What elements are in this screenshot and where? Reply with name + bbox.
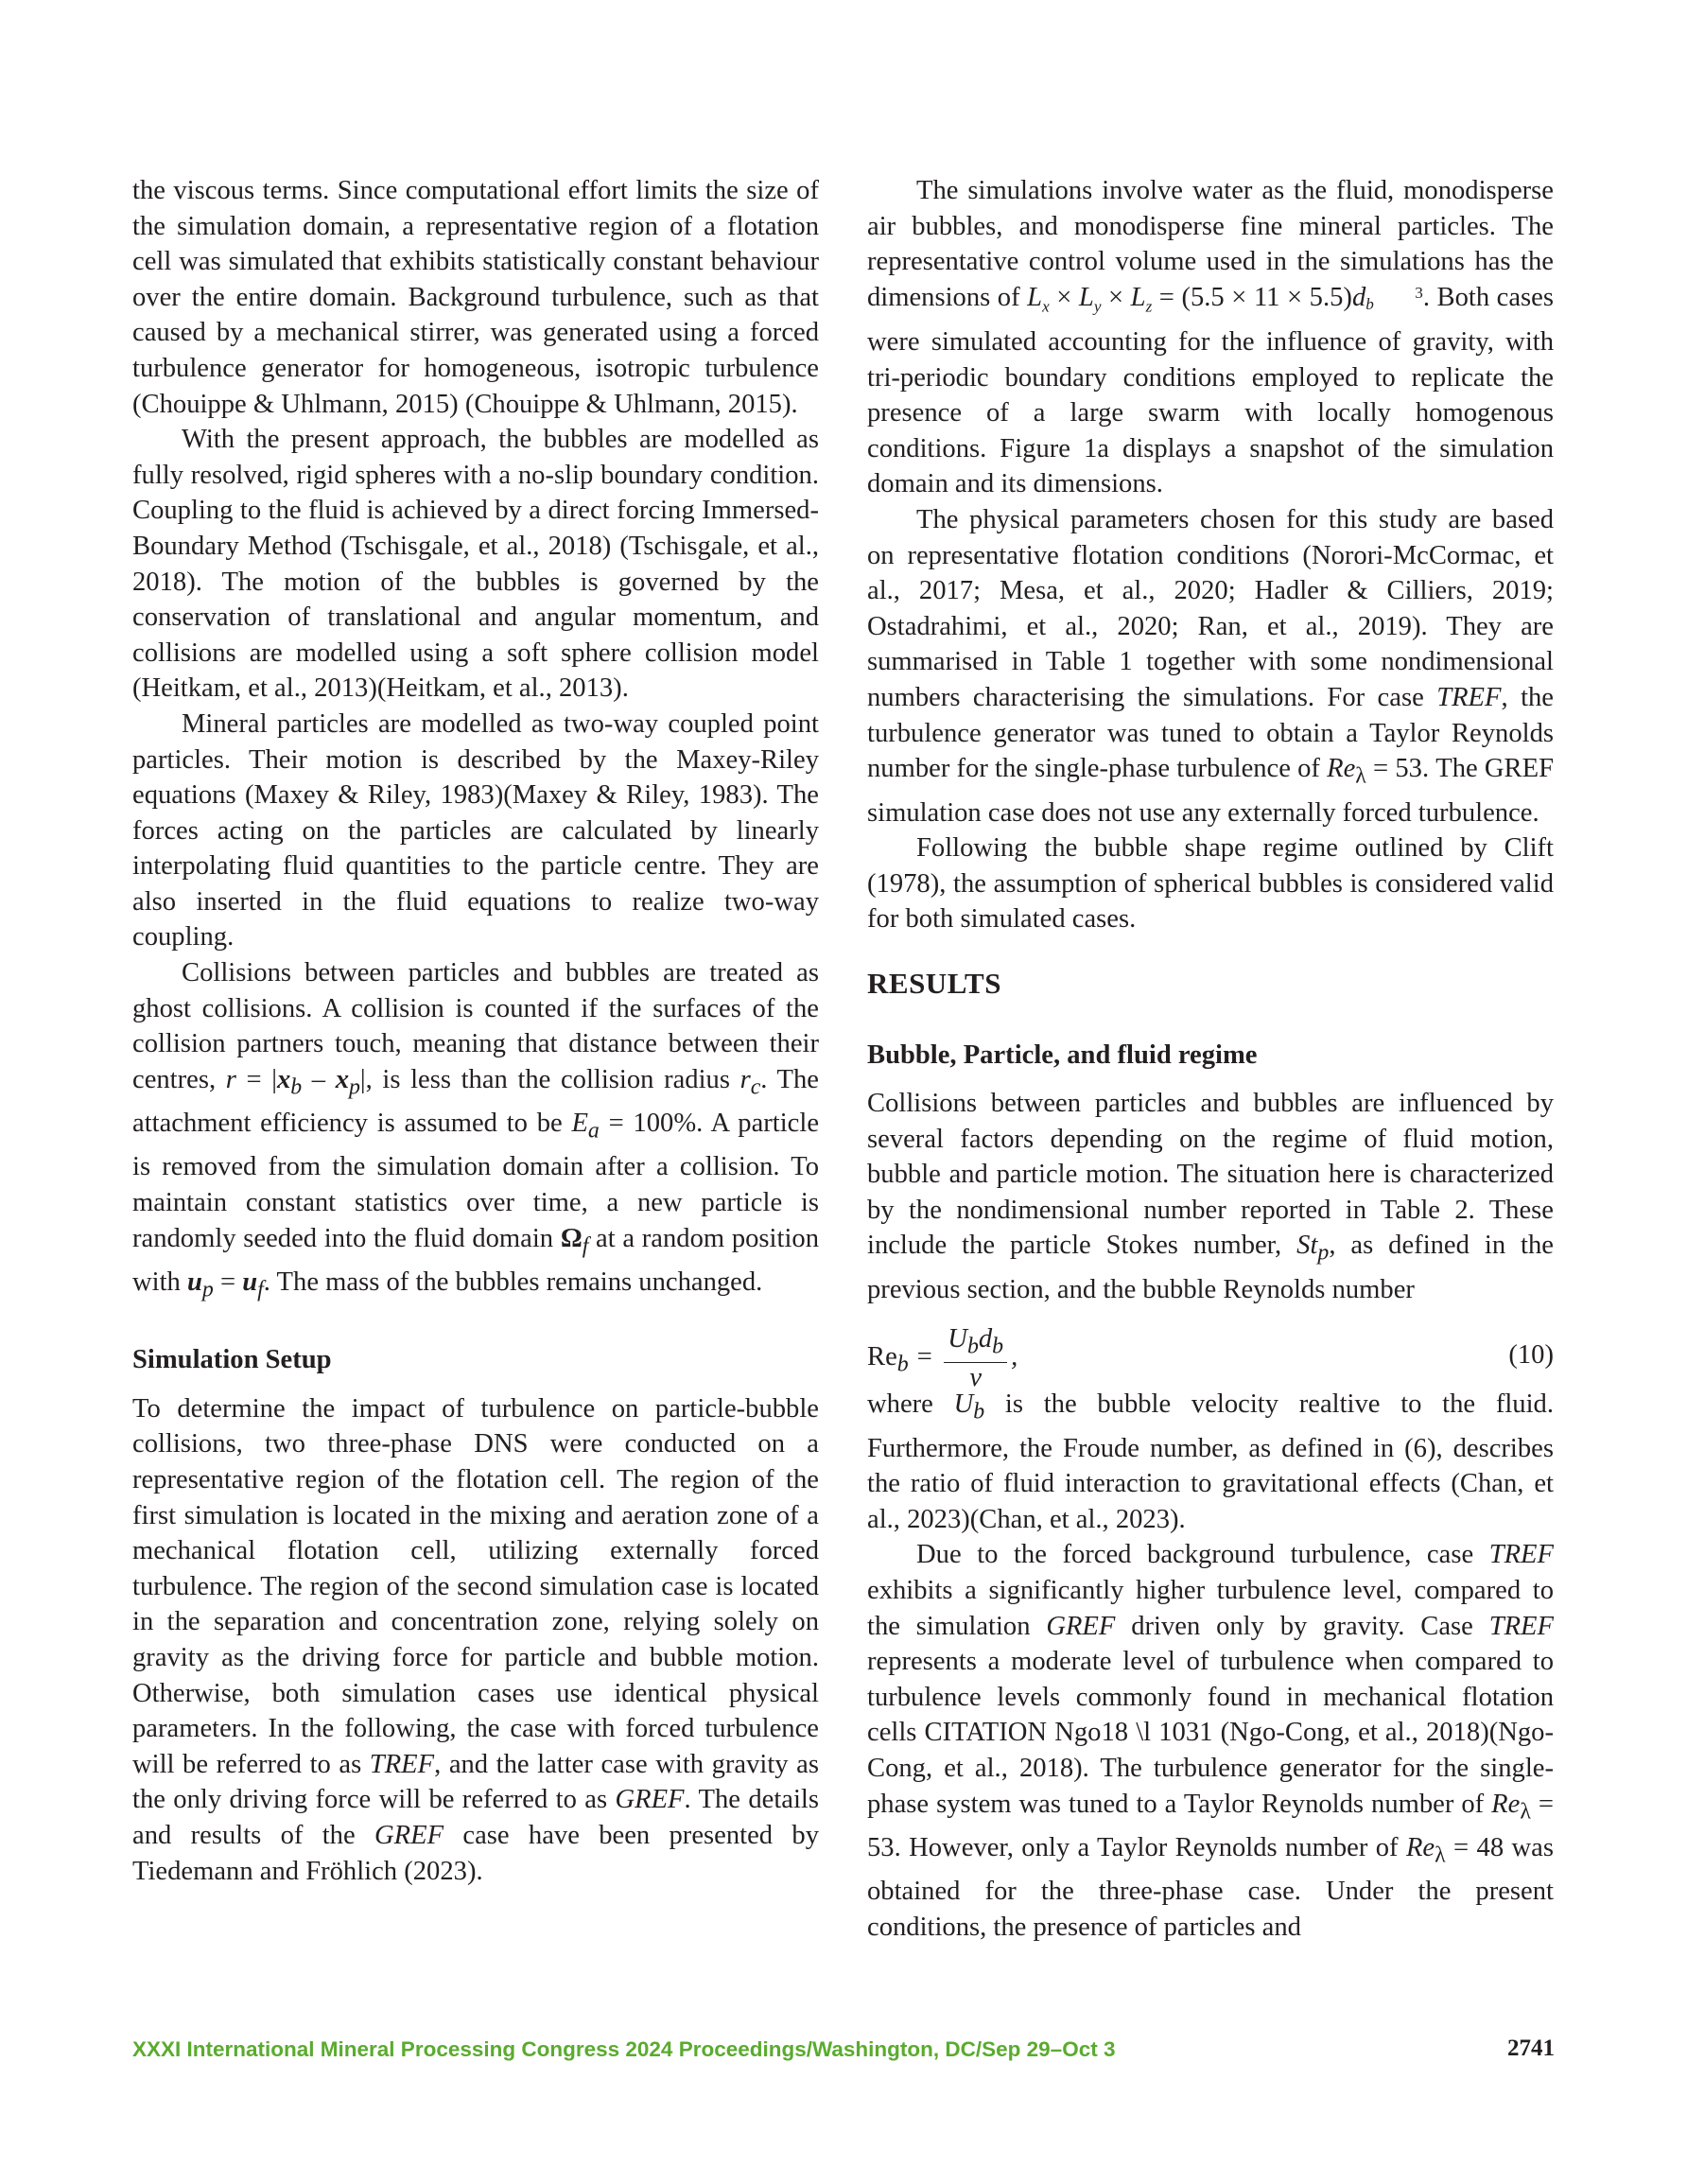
paragraph: Collisions between particles and bubbles are treated as ghost collisions. A collision is counted if the surfaces of the collision partners touch, meaning that distance between their centres, $r = |x_b - x_p|$, is less than the collision radius $r_c$. The attachment efficiency is assumed to be $E_a = 100\%$. A particle is removed from the simulation domain after a collision. To maintain constant statistics over time, a new particle is randomly seeded into the fluid domain $\Omega_f$ at a random position with $u_p = u_f$. The mass of the bubbles remains unchanged. — [132, 958, 820, 1302]
footer-conference-line: XXXI International Mineral Processing Congress 2024 Proceedings/Washington, DC/Sep 29–Oct 3 — [132, 2037, 1116, 2061]
text-run: The simulations involve water as the fluid, monodisperse air bubbles, and monodisperse fine mineral particles. The representative control volume used in the simulations has the dimensions of — [867, 176, 1554, 312]
text-run: , is less than the collision radius — [365, 1064, 740, 1094]
text-run: . Both cases were simulated accounting for the influence of gravity, with tri-periodic boundary conditions employed to replicate the presence of a large swarm with locally homogenous conditions. Figure 1a displays a snapshot of the simulation domain and its dimensions. — [867, 282, 1554, 499]
text-run: where — [867, 1389, 954, 1420]
text-run: represents a moderate level of turbulence when compared to turbulence levels commonly found in mechanical flotation cells CITATION Ngo18 \l 1031 (Ngo-Cong, et al., 2018)(Ngo-Cong, et al., 2018). The turbulence generator for the single-phase system was tuned to a Taylor Reynolds number of — [867, 1647, 1554, 1819]
case-label: TREF — [1488, 1540, 1554, 1570]
text-run: driven only by gravity. Case — [1115, 1611, 1489, 1641]
paragraph: With the present approach, the bubbles are modelled as fully resolved, rigid spheres with a no-slip boundary condition. Coupling to the fluid is achieved by a direct forcing Immersed-Boundary Method (Tschisgale, et al., 2018) (Tschisgale, et al., 2018). The motion of the bubbles is governed by the conservation of translational and angular momentum, and collisions are modelled using a soft sphere collision model (Heitkam, et al., 2013)(Heitkam, et al., 2013). — [132, 425, 819, 704]
paragraph — [132, 1391, 819, 1889]
equation — [867, 1309, 1554, 1393]
case-label: GREF — [615, 1785, 685, 1815]
inline-math: $L_x \times L_y \times L_z = (5.5 \times 11 \times 5.5)d$ 3 b — [1027, 282, 1423, 316]
paragraph: Due to the forced background turbulence, case TREF exhibits a significantly higher turbulence level, compared to the simulation GREF driven only by gravity. Case TREF represents a moderate level of turbulence when compared to turbulence levels commonly found in mechanical flotation cells CITATION Ngo18 \l 1031 (Ngo-Cong, et al., 2018)(Ngo-Cong, et al., 2018). The turbulence generator for the single-phase system was tuned to a Taylor Reynolds number of $Re_\lambda = 53$. However, only a Taylor Reynolds number of $Re_\lambda = 48$ was obtained for the three-phase case. Under the present conditions, the presence of particles and — [867, 1540, 1554, 1942]
text-run: . The details and results of the — [132, 1785, 819, 1850]
text-run: is the bubble velocity realtive to the fluid. Furthermore, the Froude number, as defined in (6), describes the ratio of fluid interaction to gravitational effects (Chan, et al., 2023)(Chan, et al., 2023). — [867, 1389, 1554, 1534]
text-run: , the turbulence generator was tuned to obtain a Taylor Reynolds number for the single-phase turbulence of — [867, 683, 1554, 784]
text-run: = 53. However, only a Taylor Reynolds number of — [867, 1789, 1554, 1862]
text-run: Collisions between particles and bubbles are influenced by several factors depending on the regime of fluid motion, bubble and particle motion. The situation here is characterized by the nondimensional number reported in Table 2. These include the particle Stokes number, — [867, 1089, 1554, 1261]
case-label: TREF — [1488, 1611, 1554, 1641]
case-label: GREF — [1046, 1611, 1116, 1641]
section-heading: RESULTS — [867, 966, 1001, 1000]
subsection-heading: Bubble, Particle, and fluid regime — [867, 1040, 1258, 1070]
case-label: GREF — [374, 1821, 444, 1850]
left-column — [132, 173, 819, 1889]
text-run: = 53. The GREF simulation case does not use any externally forced turbulence. — [867, 754, 1554, 828]
case-label: TREF — [1436, 683, 1502, 713]
text-run: To determine the impact of turbulence on particle-bubble collisions, two three-phase DNS were conducted on a representative region of the flotation cell. The region of the first simulation is located in the mixing and aeration zone of a mechanical flotation cell, utilizing externally forced turbulence. The region of the second simulation case is located in the separation and concentration zone, relying solely on gravity as the driving force for particle and bubble motion. Otherwise, both simulation cases use identical physical parameters. In the following, the case with forced turbulence will be referred to as — [132, 1393, 819, 1779]
text-run: at a random position with — [132, 1223, 819, 1297]
text-run: exhibits a significantly higher turbulence level, compared to the simulation — [867, 1576, 1554, 1641]
page-number: 2741 — [1507, 2035, 1555, 2061]
text-run: . The mass of the bubbles remains unchanged. — [263, 1267, 763, 1297]
equation-number: (10) — [1508, 1340, 1554, 1371]
text-run: . A particle is removed from the simulation domain after a collision. To maintain constant statistics over time, a new particle is randomly seeded into the fluid domain — [132, 1109, 820, 1253]
text-run: Collisions between particles and bubbles are treated as ghost collisions. A collision is counted if the surfaces of the collision partners touch, meaning that distance between their centres, — [132, 958, 819, 1094]
text-run: Due to the forced background turbulence, case — [916, 1540, 1489, 1570]
paragraph — [867, 173, 1554, 502]
case-label: TREF — [369, 1749, 435, 1779]
text-run: case have been presented by Tiedemann and Fröhlich (2023). — [132, 1821, 819, 1886]
paragraph: Following the bubble shape regime outlined by Clift (1978), the assumption of spherical bubbles is considered valid for both simulated cases. — [867, 833, 1554, 935]
paragraph: The physical parameters chosen for this study are based on representative flotation conditions (Norori-McCormac, et al., 2017; Mesa, et al., 2020; Hadler & Cilliers, 2019; Ostadrahimi, et al., 2020; Ran, et al., 2019). They are summarised in Table 1 together with some nondimensional numbers characterising the simulations. For case TREF, the turbulence generator was tuned to obtain a Taylor Reynolds number for the single-phase turbulence of $Re_\lambda = 53$. The GREF simulation case does not use any externally forced turbulence. — [867, 505, 1554, 828]
right-column — [867, 173, 1554, 1945]
subsection-heading: Simulation Setup — [132, 1345, 332, 1375]
paragraph: Mineral particles are modelled as two-way coupled point particles. Their motion is described by the Maxey-Riley equations (Maxey & Riley, 1983)(Maxey & Riley, 1983). The forces acting on the particles are calculated by linearly interpolating fluid quantities to the particle centre. They are also inserted in the fluid equations to realize two-way coupling. — [132, 708, 819, 952]
text-run: , and the latter case with gravity as the only driving force will be referred to as — [132, 1749, 819, 1815]
text-run: . The attachment efficiency is assumed to be — [132, 1064, 819, 1139]
equation-body: $Re_b$ = $\frac{U_bd_b}{\nu}$ , — [867, 1324, 1018, 1393]
paragraph: the viscous terms. Since computational effort limits the size of the simulation domain, a representative region of a flotation cell was simulated that exhibits statistically constant behaviour over the entire domain. Background turbulence, such as that caused by a mechanical stirrer, was generated using a forced turbulence generator for homogeneous, isotropic turbulence (Chouippe & Uhlmann, 2015) (Chouippe & Uhlmann, 2015). — [132, 176, 819, 419]
text-run: The physical parameters chosen for this study are based on representative flotation conditions (Norori-McCormac, et al., 2017; Mesa, et al., 2020; Hadler & Cilliers, 2019; Ostadrahimi, et al., 2020; Ran, et al., 2019). They are summarised in Table 1 together with some nondimensional numbers characterising the simulations. For case — [867, 505, 1554, 713]
paragraph: where $U_b$ is the bubble velocity realtive to the fluid. Furthermore, the Froude number, as defined in (6), describes the ratio of fluid interaction to gravitational effects (Chan, et al., 2023)(Chan, et al., 2023). — [867, 1389, 1554, 1534]
paragraph: Collisions between particles and bubbles are influenced by several factors depending on the regime of fluid motion, bubble and particle motion. The situation here is characterized by the nondimensional number reported in Table 2. These include the particle Stokes number, $St_p$, as defined in the previous section, and the bubble Reynolds number — [867, 1089, 1554, 1304]
text-run: = 48 was obtained for the three-phase case. Under the present conditions, the presence of particles and — [867, 1832, 1554, 1942]
text-run: , as defined in the previous section, and the bubble Reynolds number — [867, 1231, 1554, 1304]
